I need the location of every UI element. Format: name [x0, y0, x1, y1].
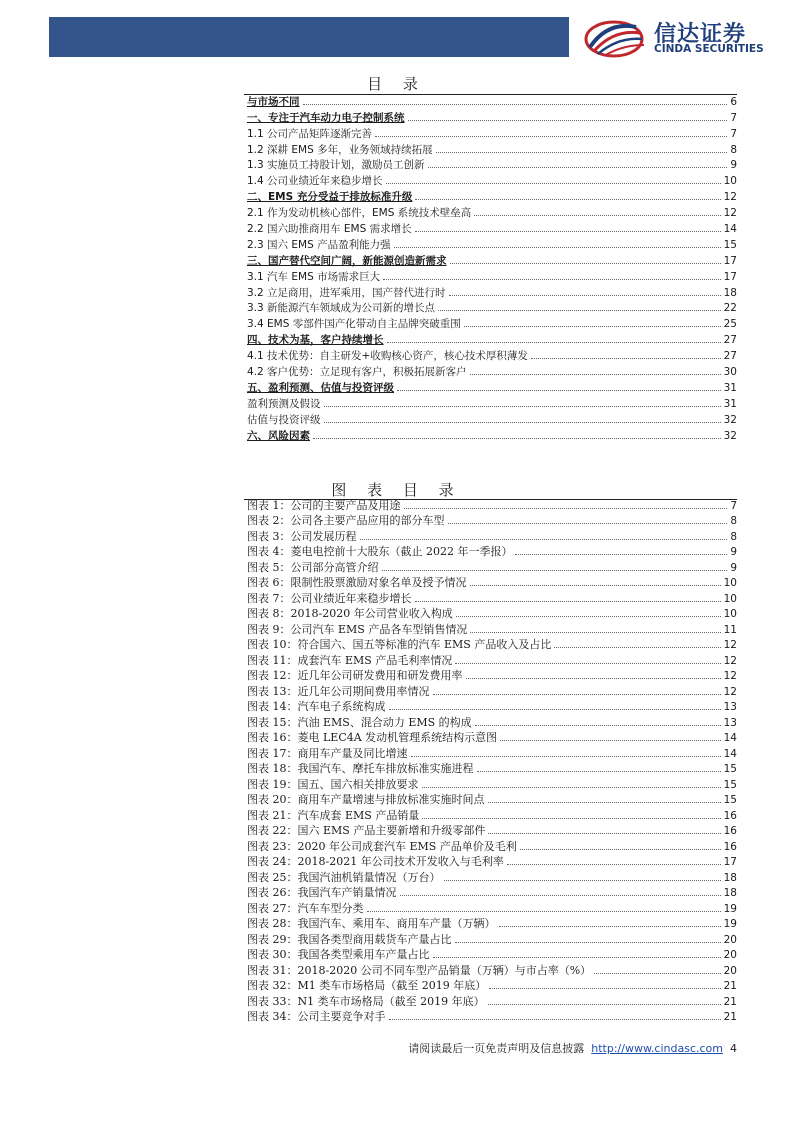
figure-entry-label: 图表 4：菱电电控前十大股东（截止 2022 年一季报）	[247, 545, 513, 558]
figure-entry-label: 图表 29：我国各类型商用载货车产量占比	[247, 932, 452, 946]
toc-entry-label: 2.3 国六 EMS 产品盈利能力强	[247, 238, 391, 251]
toc-entry-label: 1.1 公司产品矩阵逐渐完善	[247, 127, 373, 140]
figure-entry-page: 11	[723, 623, 737, 636]
figure-entry-label: 图表 31：2018-2020 公司不同车型产品销量（万辆）与市占率（%）	[247, 963, 592, 977]
figure-entry[interactable]	[247, 528, 737, 544]
figure-entry-label: 图表 28：我国汽车、乘用车、商用车产量（万辆）	[247, 917, 496, 930]
figure-entry-page: 12	[723, 670, 737, 682]
figure-entry-label: 图表 25：我国汽油机销量情况（万台）	[247, 870, 441, 884]
dot-leader	[303, 104, 728, 105]
figure-entry[interactable]	[247, 544, 737, 560]
figure-entry-page: 17	[723, 856, 737, 868]
dot-leader	[438, 310, 721, 311]
figure-entry-page: 19	[723, 918, 737, 930]
dot-leader	[375, 136, 727, 137]
figure-entry[interactable]	[247, 885, 737, 901]
figure-entry-page: 20	[723, 933, 737, 946]
dot-leader	[382, 570, 728, 571]
toc-entry[interactable]	[247, 395, 737, 411]
figure-entry-label: 图表 33：N1 类车市场格局（截至 2019 年底）	[247, 994, 485, 1008]
figure-entry[interactable]	[247, 962, 737, 978]
dot-leader	[450, 263, 721, 264]
toc-entry[interactable]	[247, 347, 737, 363]
dot-leader	[428, 167, 728, 168]
dot-leader	[411, 756, 721, 757]
figure-entry-label: 图表 26：我国汽车产销量情况	[247, 886, 397, 899]
figure-entry-label: 图表 24：2018-2021 年公司技术开发收入与毛利率	[247, 855, 504, 868]
toc-entry[interactable]	[247, 204, 737, 220]
dot-leader	[475, 725, 721, 726]
figure-entry[interactable]	[247, 838, 737, 854]
toc-entry-label: 估值与投资评级	[247, 413, 321, 426]
figure-entry[interactable]	[247, 792, 737, 808]
dot-leader	[470, 632, 720, 633]
toc-entry[interactable]	[247, 236, 737, 252]
figure-entry-page: 12	[723, 654, 737, 667]
figure-entry[interactable]	[247, 699, 737, 715]
figures-list	[247, 497, 737, 1024]
toc-entry[interactable]	[247, 220, 737, 236]
dot-leader	[408, 120, 728, 121]
dot-leader	[387, 342, 721, 343]
figure-entry-label: 图表 22：国六 EMS 产品主要新增和升级零部件	[247, 824, 486, 837]
figure-entry-page: 13	[723, 716, 737, 729]
toc-entry[interactable]	[247, 427, 737, 443]
toc-entry-page: 18	[723, 286, 737, 299]
figures-title: 图 表 目 录	[331, 481, 462, 499]
toc-entry-page: 7	[730, 127, 737, 140]
toc-entry[interactable]	[247, 315, 737, 331]
toc-entry-page: 7	[730, 111, 737, 124]
figure-entry-label: 图表 8：2018-2020 年公司营业收入构成	[247, 607, 453, 620]
figure-entry-page: 20	[723, 964, 737, 977]
toc-entry[interactable]	[247, 411, 737, 427]
toc-entry-page: 8	[730, 143, 737, 156]
figure-entry-label: 图表 9：公司汽车 EMS 产品各车型销售情况	[247, 622, 468, 636]
toc-entry-page: 31	[723, 397, 737, 410]
toc-entry-label: 三、国产替代空间广阔，新能源创造新需求	[247, 254, 447, 267]
figure-entry-label: 图表 21：汽车成套 EMS 产品销量	[247, 808, 420, 822]
toc-entry-label: 五、盈利预测、估值与投资评级	[247, 381, 394, 394]
toc-entry-label: 3.2 立足商用，进军乘用，国产替代进行时	[247, 286, 446, 299]
dot-leader	[488, 1004, 721, 1005]
figure-entry-page: 15	[723, 778, 737, 791]
figure-entry-label: 图表 19：国五、国六相关排放要求	[247, 777, 419, 791]
figure-entry[interactable]	[247, 993, 737, 1009]
figure-entry-page: 14	[723, 732, 737, 744]
figure-entry-page: 16	[723, 840, 737, 853]
toc-entry-page: 6	[730, 95, 737, 108]
dot-leader	[436, 152, 728, 153]
dot-leader	[404, 508, 728, 509]
toc-entry[interactable]	[247, 125, 737, 141]
figure-entry-label: 图表 11：成套汽车 EMS 产品毛利率情况	[247, 653, 453, 667]
toc-entry-label: 1.4 公司业绩近年来稳步增长	[247, 175, 383, 188]
dot-leader	[367, 911, 721, 912]
dot-leader	[507, 864, 721, 865]
figure-entry-label: 图表 12：近几年公司研发费用和研发费用率	[247, 669, 463, 682]
figure-entry[interactable]	[247, 823, 737, 839]
toc-entry[interactable]	[247, 284, 737, 300]
figure-entry-page: 21	[723, 980, 737, 992]
dot-leader	[389, 1019, 721, 1020]
figure-entry-label: 图表 17：商用车产量及同比增速	[247, 746, 408, 760]
figure-entry-label: 图表 6：限制性股票激励对象名单及授予情况	[247, 576, 467, 589]
toc-entry-page: 12	[723, 207, 737, 220]
figure-entry-page: 16	[723, 825, 737, 837]
dot-leader	[394, 247, 721, 248]
logo-cn-text: 信达证券	[654, 22, 747, 47]
toc-entry-label: 二、EMS 充分受益于排放标准升级	[247, 191, 413, 204]
figure-entry[interactable]	[247, 1009, 737, 1025]
figure-entry-label: 图表 3：公司发展历程	[247, 529, 357, 543]
figure-entry-page: 10	[723, 592, 737, 605]
dot-leader	[433, 694, 721, 695]
dot-leader	[515, 554, 727, 555]
figure-entry-page: 8	[730, 515, 737, 527]
dot-leader	[360, 539, 728, 540]
toc-entry[interactable]	[247, 268, 737, 284]
dot-leader	[397, 390, 721, 391]
figure-entry[interactable]	[247, 668, 737, 684]
dot-leader	[449, 295, 721, 296]
dot-leader	[489, 988, 720, 989]
figure-entry-page: 20	[723, 949, 737, 961]
toc-entry-page: 31	[723, 381, 737, 394]
figure-entry-label: 图表 5：公司部分高管介绍	[247, 560, 379, 574]
dot-leader	[499, 926, 721, 927]
toc-entry[interactable]	[247, 109, 737, 125]
dot-leader	[456, 616, 721, 617]
figure-entry[interactable]	[247, 590, 737, 606]
dot-leader	[444, 880, 721, 881]
toc-entry[interactable]	[247, 172, 737, 188]
figure-entry-page: 12	[723, 685, 737, 698]
figure-entry[interactable]	[247, 745, 737, 761]
page-footer	[395, 1040, 737, 1056]
dot-leader	[324, 406, 721, 407]
toc-entry-page: 17	[723, 254, 737, 267]
toc-entry-page: 10	[723, 175, 737, 188]
figure-entry[interactable]	[247, 497, 737, 513]
figure-entry[interactable]	[247, 869, 737, 885]
figure-entry[interactable]	[247, 931, 737, 947]
figure-entry-label: 图表 18：我国汽车、摩托车排放标准实施进程	[247, 762, 474, 775]
dot-leader	[594, 973, 720, 974]
toc-entry-page: 32	[723, 413, 737, 426]
figure-entry[interactable]	[247, 761, 737, 777]
toc-entry-label: 与市场不同	[247, 95, 300, 108]
toc-entry-label: 1.3 实施员工持股计划，激励员工创新	[247, 159, 425, 172]
dot-leader	[422, 787, 721, 788]
toc-entry-label: 1.2 深耕 EMS 多年，业务领域持续拓展	[247, 143, 433, 156]
figure-entry-page: 12	[723, 639, 737, 651]
figure-entry[interactable]	[247, 637, 737, 653]
dot-leader	[488, 802, 721, 803]
toc-entry[interactable]	[247, 331, 737, 347]
figure-entry-page: 14	[723, 747, 737, 760]
figure-entry[interactable]	[247, 575, 737, 591]
figure-entry-label: 图表 10：符合国六、国五等标准的汽车 EMS 产品收入及占比	[247, 638, 552, 651]
dot-leader	[470, 585, 721, 586]
figure-entry-page: 9	[730, 561, 737, 574]
dot-leader	[554, 647, 720, 648]
toc-entry-page: 32	[723, 429, 737, 442]
toc-entry-page: 25	[723, 318, 737, 331]
page-number: 4	[730, 1042, 737, 1055]
toc-title: 目 录	[367, 75, 426, 93]
toc-entry[interactable]	[247, 188, 737, 204]
dot-leader	[448, 523, 728, 524]
dot-leader	[470, 374, 721, 375]
dot-leader	[415, 601, 721, 602]
figure-entry[interactable]	[247, 807, 737, 823]
dot-leader	[386, 183, 721, 184]
toc-entry-label: 3.4 EMS 零部件国产化带动自主品牌突破重围	[247, 318, 461, 331]
toc-entry-label: 一、专注于汽车动力电子控制系统	[247, 111, 405, 124]
dot-leader	[455, 663, 720, 664]
figure-entry-label: 图表 7：公司业绩近年来稳步增长	[247, 591, 412, 605]
figure-entry-label: 图表 20：商用车产量增速与排放标准实施时间点	[247, 793, 485, 806]
toc-entry-label: 2.1 作为发动机核心部件，EMS 系统技术壁垒高	[247, 207, 472, 220]
figure-entry-label: 图表 32：M1 类车市场格局（截至 2019 年底）	[247, 979, 487, 992]
dot-leader	[389, 709, 721, 710]
figure-entry[interactable]	[247, 606, 737, 622]
figure-entry-page: 18	[723, 887, 737, 899]
disclaimer-notice: 请阅读最后一页免责声明及信息披露	[408, 1042, 585, 1055]
dot-leader	[415, 199, 720, 200]
figure-entry[interactable]	[247, 900, 737, 916]
figure-entry-page: 19	[723, 902, 737, 915]
dot-leader	[422, 818, 720, 819]
dot-leader	[466, 678, 721, 679]
figure-entry[interactable]	[247, 776, 737, 792]
dot-leader	[477, 771, 721, 772]
figure-entry-label: 图表 13：近几年公司期间费用率情况	[247, 684, 430, 698]
figure-entry-page: 16	[723, 809, 737, 822]
toc-entry-label: 六、风险因素	[247, 429, 310, 442]
figure-entry-page: 15	[723, 763, 737, 775]
figure-entry-page: 9	[730, 546, 737, 558]
figure-entry[interactable]	[247, 683, 737, 699]
figure-entry[interactable]	[247, 916, 737, 932]
toc-entry-page: 27	[723, 334, 737, 347]
toc-entry[interactable]	[247, 157, 737, 173]
dot-leader	[324, 422, 721, 423]
toc-entry-label: 2.2 国六助推商用车 EMS 需求增长	[247, 223, 412, 236]
logo-en-text: CINDA SECURITIES	[654, 43, 764, 55]
figure-entry[interactable]	[247, 854, 737, 870]
figure-entry-label: 图表 15：汽油 EMS、混合动力 EMS 的构成	[247, 715, 472, 729]
figure-entry-label: 图表 23：2020 年公司成套汽车 EMS 产品单价及毛利	[247, 839, 517, 853]
figure-entry[interactable]	[247, 513, 737, 529]
figure-entry-label: 图表 16：菱电 LEC4A 发动机管理系统结构示意图	[247, 731, 498, 744]
toc-entry-page: 22	[723, 302, 737, 315]
toc-entry[interactable]	[247, 363, 737, 379]
figure-entry-label: 图表 1：公司的主要产品及用途	[247, 498, 401, 512]
toc-entry-label: 盈利预测及假设	[247, 397, 321, 410]
toc-entry[interactable]	[247, 379, 737, 395]
figure-entry[interactable]	[247, 730, 737, 746]
toc-entry-label: 4.2 客户优势：立足现有客户，积极拓展新客户	[247, 366, 467, 379]
figure-entry-label: 图表 27：汽车车型分类	[247, 901, 364, 915]
cinda-logo-icon	[584, 17, 648, 59]
figure-entry-page: 7	[730, 499, 737, 512]
dot-leader	[433, 957, 721, 958]
dot-leader	[313, 438, 721, 439]
toc-entry[interactable]	[247, 252, 737, 268]
dot-leader	[400, 895, 721, 896]
dot-leader	[531, 358, 721, 359]
figure-entry[interactable]	[247, 652, 737, 668]
figure-entry[interactable]	[247, 621, 737, 637]
figure-entry-label: 图表 2：公司各主要产品应用的部分车型	[247, 514, 445, 527]
toc-entry[interactable]	[247, 300, 737, 316]
toc-entry-page: 30	[723, 366, 737, 379]
dot-leader	[474, 215, 720, 216]
toc-entry-page: 27	[723, 350, 737, 363]
header-banner	[49, 17, 569, 57]
dot-leader	[520, 849, 721, 850]
toc-entry-page: 12	[723, 191, 737, 204]
toc-entry-page: 15	[723, 238, 737, 251]
figure-entry-page: 8	[730, 530, 737, 543]
dot-leader	[500, 740, 720, 741]
figure-entry-label: 图表 30：我国各类型乘用车产量占比	[247, 948, 430, 961]
toc-entry[interactable]	[247, 93, 737, 109]
figure-entry-page: 10	[723, 577, 737, 589]
figure-entry-label: 图表 14：汽车电子系统构成	[247, 700, 386, 713]
toc-entry-page: 14	[723, 223, 737, 236]
company-logo	[584, 17, 784, 59]
figure-entry[interactable]	[247, 714, 737, 730]
dot-leader	[455, 942, 721, 943]
figure-entry-page: 21	[723, 995, 737, 1008]
toc-entry-label: 3.1 汽车 EMS 市场需求巨大	[247, 270, 381, 283]
toc-entry[interactable]	[247, 141, 737, 157]
figure-entry-page: 13	[723, 701, 737, 713]
dot-leader	[383, 279, 721, 280]
figure-entry-page: 21	[723, 1011, 737, 1023]
figure-entry-page: 18	[723, 871, 737, 884]
dot-leader	[415, 231, 721, 232]
table-of-contents	[247, 93, 737, 443]
figure-entry[interactable]	[247, 947, 737, 963]
figure-entry-page: 15	[723, 794, 737, 806]
figure-entry[interactable]	[247, 559, 737, 575]
figure-entry[interactable]	[247, 978, 737, 994]
figure-entry-label: 图表 34：公司主要竞争对手	[247, 1010, 386, 1023]
dot-leader	[464, 326, 721, 327]
toc-entry-label: 四、技术为基，客户持续增长	[247, 334, 384, 347]
toc-entry-page: 17	[723, 270, 737, 283]
website-link[interactable]: http://www.cindasc.com	[591, 1042, 723, 1055]
toc-entry-label: 3.3 新能源汽车领域成为公司新的增长点	[247, 302, 436, 315]
figure-entry-page: 10	[723, 608, 737, 620]
toc-entry-page: 9	[730, 159, 737, 172]
dot-leader	[488, 833, 720, 834]
toc-entry-label: 4.1 技术优势：自主研发+收购核心资产，核心技术厚积薄发	[247, 350, 528, 363]
